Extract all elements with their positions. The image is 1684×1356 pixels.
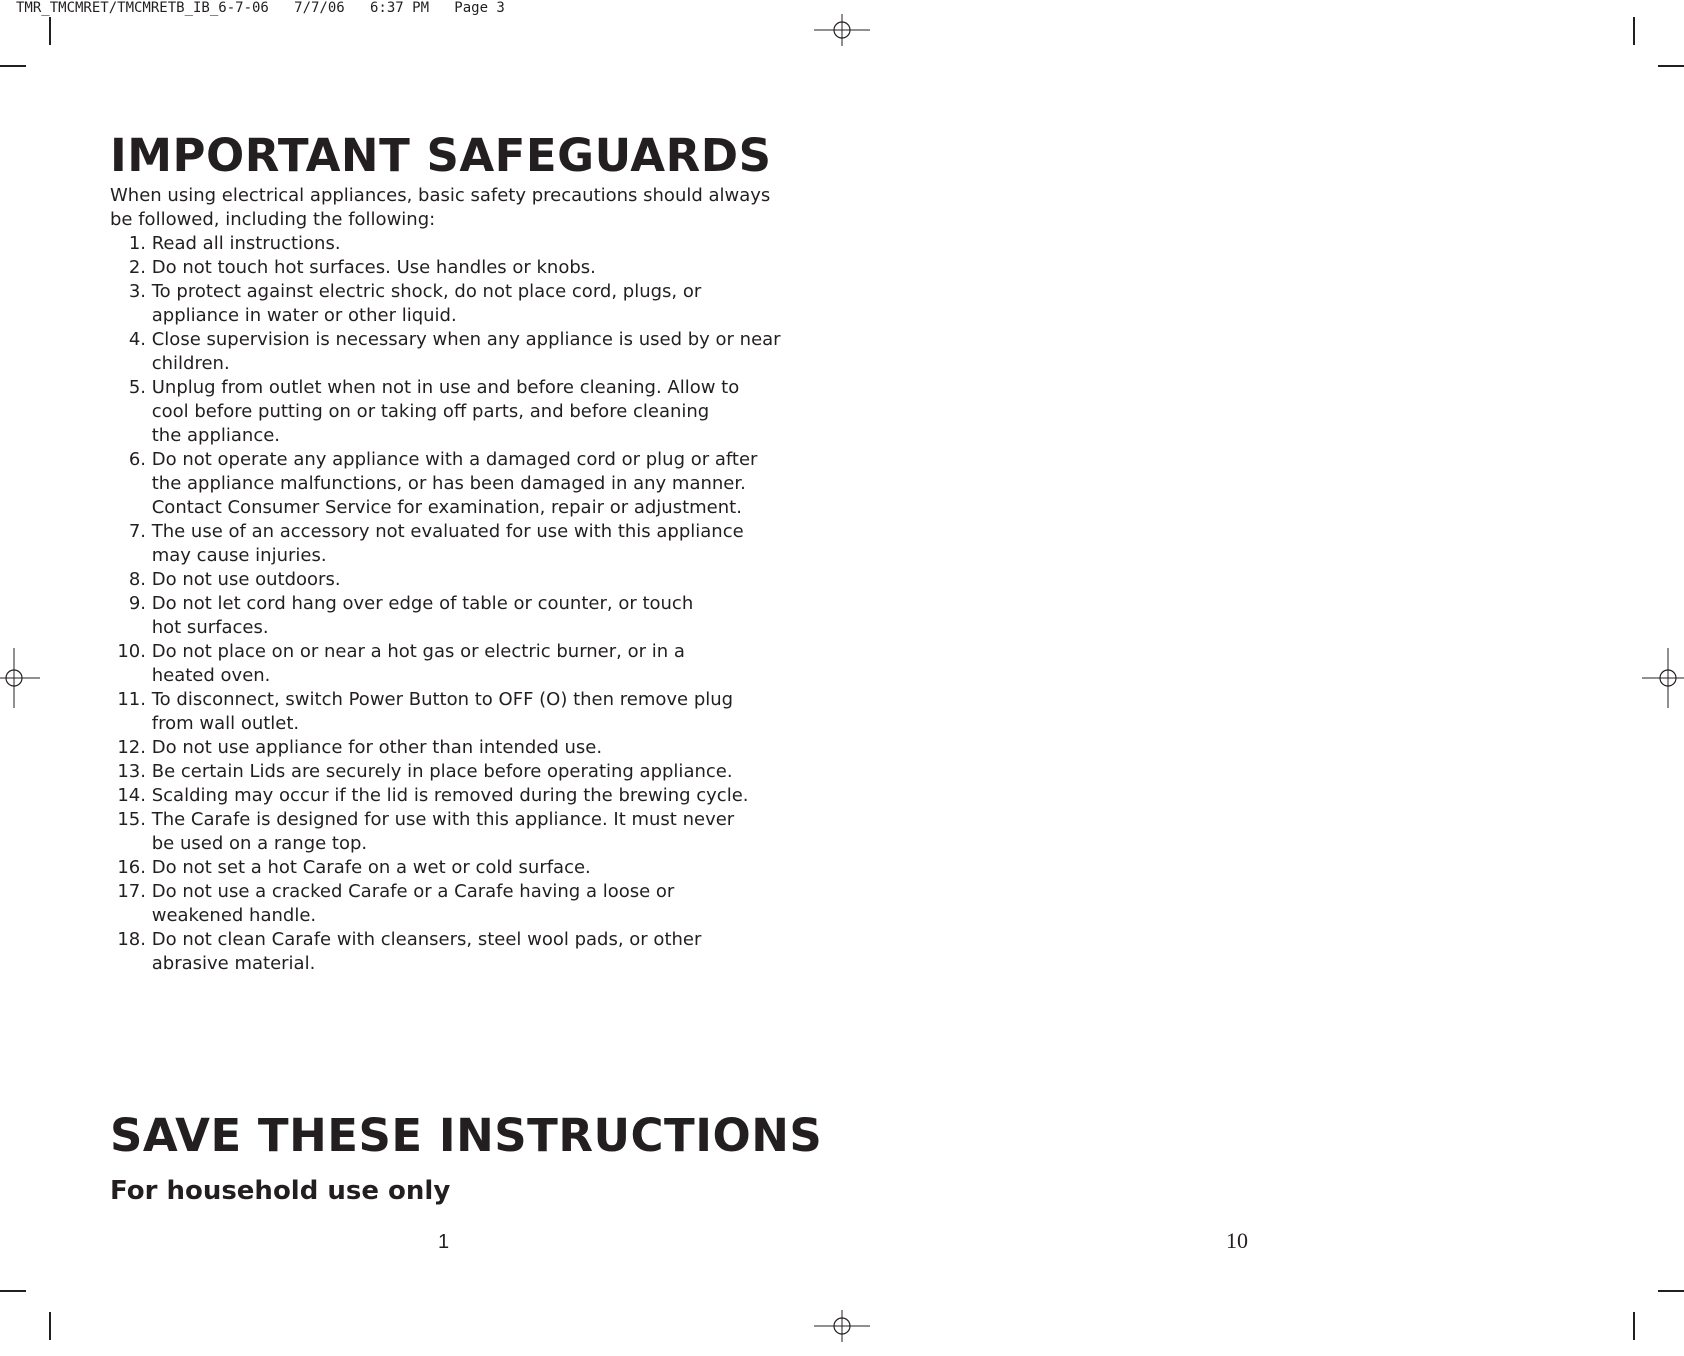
list-item-text: To disconnect, switch Power Button to OFF (O) then remove plug from wall outlet. <box>151 689 734 734</box>
list-item <box>110 856 790 880</box>
crop-mark-bottom-left-vertical <box>49 1312 51 1340</box>
list-item-text: To protect against electric shock, do not place cord, plugs, or appliance in water or other liquid. <box>151 281 702 326</box>
household-use-note: For household use only <box>110 1176 451 1206</box>
list-item <box>110 328 790 376</box>
list-item-number: 9. <box>128 593 146 614</box>
list-item-number: 5. <box>128 377 146 398</box>
list-item <box>110 688 790 736</box>
list-item-number: 4. <box>128 329 146 350</box>
list-item-number: 12. <box>117 737 146 758</box>
crop-mark-bottom-left-horizontal <box>0 1290 26 1292</box>
list-item-text: The Carafe is designed for use with this appliance. It must never be used on a range top. <box>151 809 735 854</box>
list-item-text: Read all instructions. <box>151 233 341 254</box>
list-item-number: 14. <box>117 785 146 806</box>
list-item-text: Do not use a cracked Carafe or a Carafe having a loose or weakened handle. <box>151 881 675 926</box>
list-item-text: Do not use outdoors. <box>151 569 341 590</box>
list-item-text: Close supervision is necessary when any appliance is used by or near children. <box>151 329 781 374</box>
list-item-number: 2. <box>128 257 146 278</box>
list-item <box>110 760 790 784</box>
list-item-number: 1. <box>128 233 146 254</box>
registration-mark-left-icon <box>0 648 44 708</box>
list-item <box>110 808 790 856</box>
crop-mark-bottom-right-horizontal <box>1658 1290 1684 1292</box>
list-item-number: 17. <box>117 881 146 902</box>
registration-mark-bottom-icon <box>812 1296 872 1356</box>
list-item-text: The use of an accessory not evaluated for use with this appliance may cause injuries. <box>151 521 744 566</box>
page-title: IMPORTANT SAFEGUARDS <box>110 129 772 182</box>
list-item-text: Do not let cord hang over edge of table or counter, or touch hot surfaces. <box>151 593 694 638</box>
list-item-text: Do not clean Carafe with cleansers, steel wool pads, or other abrasive material. <box>151 929 702 974</box>
registration-mark-right-icon <box>1638 648 1684 708</box>
list-item <box>110 280 790 328</box>
list-item <box>110 520 790 568</box>
list-item-number: 15. <box>117 809 146 830</box>
list-item-number: 11. <box>117 689 146 710</box>
list-item <box>110 928 790 976</box>
list-item <box>110 232 790 256</box>
list-item-text: Do not set a hot Carafe on a wet or cold surface. <box>151 857 591 878</box>
list-item-text: Unplug from outlet when not in use and before cleaning. Allow to cool before putting on or taking off parts, and before cleaning the appliance. <box>151 377 740 446</box>
crop-mark-bottom-right-vertical <box>1633 1312 1635 1340</box>
list-item-number: 3. <box>128 281 146 302</box>
list-item <box>110 640 790 688</box>
list-item <box>110 736 790 760</box>
crop-mark-top-left-vertical <box>49 17 51 45</box>
list-item-number: 16. <box>117 857 146 878</box>
crop-mark-top-right-vertical <box>1633 17 1635 45</box>
crop-mark-top-left-horizontal <box>0 65 26 67</box>
save-instructions-heading: SAVE THESE INSTRUCTIONS <box>110 1109 823 1162</box>
list-item <box>110 568 790 592</box>
list-item <box>110 784 790 808</box>
list-item <box>110 592 790 640</box>
list-item-number: 8. <box>128 569 146 590</box>
list-item-number: 10. <box>117 641 146 662</box>
intro-paragraph: When using electrical appliances, basic safety precautions should always be followed, including the following: <box>110 185 771 230</box>
list-item-number: 6. <box>128 449 146 470</box>
list-item <box>110 448 790 520</box>
printer-slug-line: TMR_TMCMRET/TMCMRETB_IB_6-7-06 7/7/06 6:37 PM Page 3 <box>16 0 505 16</box>
list-item-number: 7. <box>128 521 146 542</box>
list-item-text: Be certain Lids are securely in place before operating appliance. <box>151 761 733 782</box>
list-item-text: Do not use appliance for other than intended use. <box>151 737 603 758</box>
list-item-text: Do not place on or near a hot gas or electric burner, or in a heated oven. <box>151 641 685 686</box>
list-item <box>110 376 790 448</box>
list-item-number: 18. <box>117 929 146 950</box>
page-number-left: 1 <box>438 1231 450 1253</box>
list-item-number: 13. <box>117 761 146 782</box>
list-item-text: Do not touch hot surfaces. Use handles or knobs. <box>151 257 596 278</box>
list-item <box>110 880 790 928</box>
page-number-right: 10 <box>1226 1228 1248 1253</box>
crop-mark-top-right-horizontal <box>1658 65 1684 67</box>
safeguards-list <box>110 232 790 976</box>
registration-mark-top-icon <box>812 0 872 60</box>
list-item-text: Scalding may occur if the lid is removed during the brewing cycle. <box>151 785 749 806</box>
list-item <box>110 256 790 280</box>
list-item-text: Do not operate any appliance with a damaged cord or plug or after the appliance malfunctions, or has been damaged in any manner. Contact Consumer Service for examination, repair or adjustment. <box>151 449 758 518</box>
